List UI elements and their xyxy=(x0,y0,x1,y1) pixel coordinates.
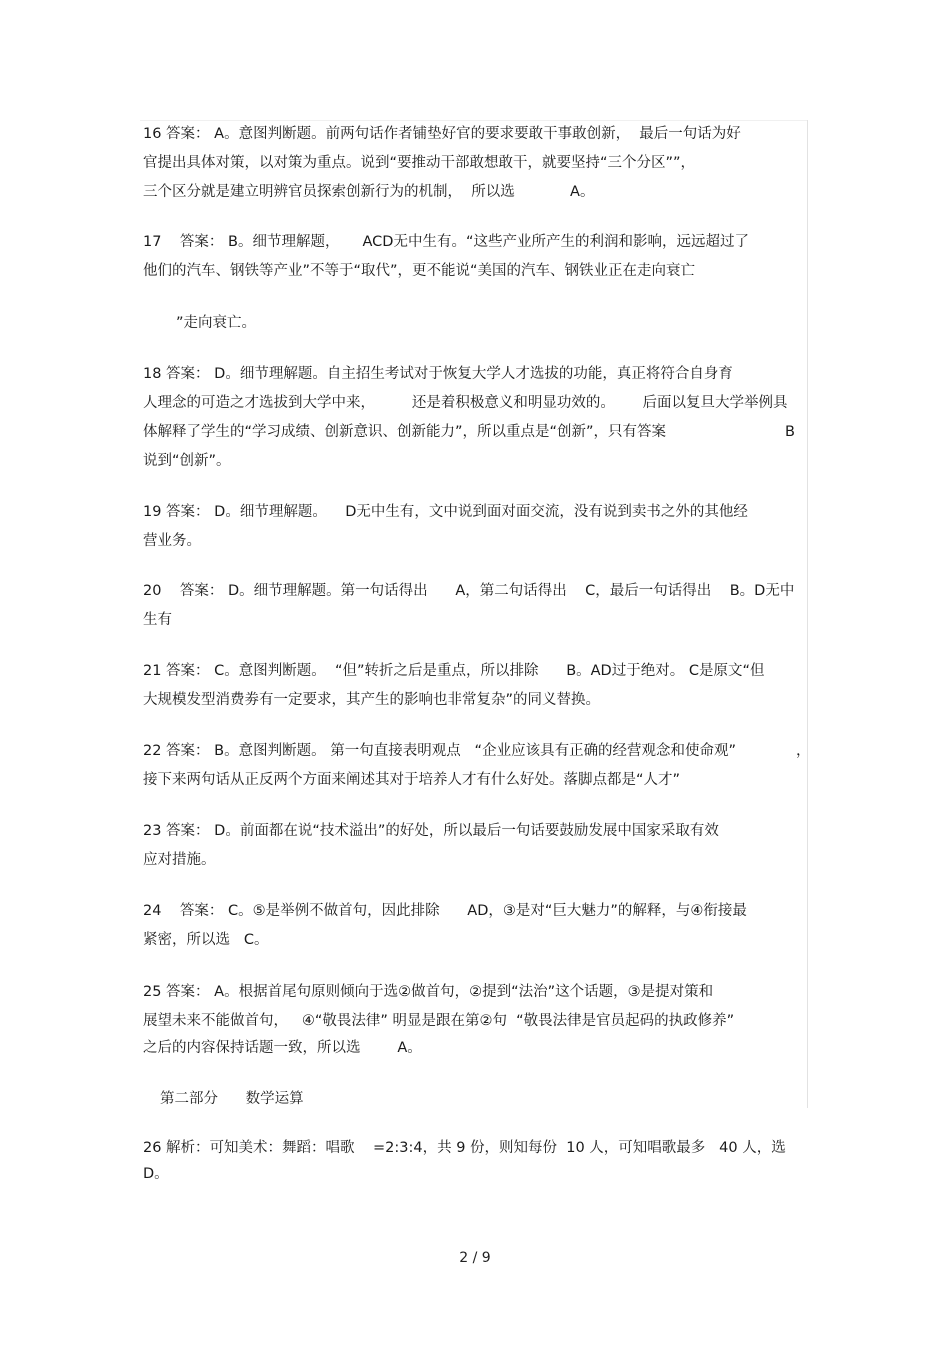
page-frame-right-border xyxy=(807,120,808,1108)
answer-21-line-2: 大规模发型消费劵有一定要求，其产生的影响也非常复杂”的同义替换。 xyxy=(143,692,601,708)
answer-23-line-1: 23 答案： D。前面都在说“技术溢出”的好处，所以最后一句话要鼓励发展中国家采取有效 xyxy=(143,823,719,839)
answer-21-line-1: 21 答案： C。意图判断题。 “但”转折之后是重点，所以排除 B。AD过于绝对。 C是原文“但 xyxy=(143,663,765,679)
section-heading: 第二部分 数学运算 xyxy=(160,1091,304,1107)
answer-18-line-4: 说到“创新”。 xyxy=(143,453,231,469)
answer-22-trailing-comma: ， xyxy=(796,743,811,759)
page-number: 2 / 9 xyxy=(459,1250,491,1266)
answer-17-line-2: 他们的汽车、钢铁等产业”不等于“取代”，更不能说“美国的汽车、钢铁业正在走向衰亡 xyxy=(143,263,696,279)
answer-26-line-1: 26 解析：可知美术：舞蹈：唱歌 =2:3:4，共 9 份，则知每份 10 人，可知唱歌最多 40 人，选 xyxy=(143,1140,786,1156)
answer-20-line-2: 生有 xyxy=(143,612,172,628)
answer-16-line-2: 官提出具体对策，以对策为重点。说到“要推动干部敢想敢干，就要坚持“三个分区””， xyxy=(143,155,696,171)
answer-23-line-2: 应对措施。 xyxy=(143,852,216,868)
answer-18-line-2: 人理念的可造之才选拔到大学中来， 还是着积极意义和明显功效的。 后面以复旦大学举例具 xyxy=(143,395,788,411)
answer-26-line-2: D。 xyxy=(143,1166,169,1182)
answer-16-line-1: 16 答案： A。意图判断题。前两句话作者铺垫好官的要求要敢干事敢创新， 最后一句话为好 xyxy=(143,126,741,142)
page-frame-top-border xyxy=(140,120,808,121)
answer-22-line-2: 接下来两句话从正反两个方面来阐述其对于培养人才有什么好处。落脚点都是“人才” xyxy=(143,772,681,788)
answer-18-line-1: 18 答案： D。细节理解题。自主招生考试对于恢复大学人才选拔的功能，真正将符合自身育 xyxy=(143,366,733,382)
answer-20-line-1: 20 答案： D。细节理解题。第一句话得出 A，第二句话得出 C，最后一句话得出 B。D无中 xyxy=(143,583,795,599)
answer-19-line-1: 19 答案： D。细节理解题。 D无中生有，文中说到面对面交流，没有说到卖书之外的其他经 xyxy=(143,504,748,520)
answer-25-line-1: 25 答案： A。根据首尾句原则倾向于选②做首句，②提到“法治”这个话题，③是提对策和 xyxy=(143,984,714,1000)
answer-18-line-3: 体解释了学生的“学习成绩、创新意识、创新能力”，所以重点是“创新”，只有答案 xyxy=(143,424,667,440)
answer-17-line-3: ”走向衰亡。 xyxy=(176,315,257,331)
answer-19-line-2: 营业务。 xyxy=(143,533,201,549)
answer-18-option-b: B xyxy=(785,424,795,440)
answer-24-line-2: 紧密，所以选 C。 xyxy=(143,932,269,948)
answer-25-line-3: 之后的内容保持话题一致，所以选 A。 xyxy=(143,1040,422,1056)
answer-17-line-1: 17 答案： B。细节理解题， ACD无中生有。“这些产业所产生的利润和影响，远远超过了 xyxy=(143,234,749,250)
answer-16-line-3: 三个区分就是建立明辨官员探索创新行为的机制， 所以选 A。 xyxy=(143,184,595,200)
answer-25-line-2: 展望未来不能做首句， ④“敬畏法律” 明显是跟在第②句 “敬畏法律是官员起码的执政修养” xyxy=(143,1013,735,1029)
answer-22-line-1: 22 答案： B。意图判断题。 第一句直接表明观点 “企业应该具有正确的经营观念和使命观” xyxy=(143,743,737,759)
answer-24-line-1: 24 答案： C。⑤是举例不做首句，因此排除 AD，③是对“巨大魅力”的解释，与④衔接最 xyxy=(143,903,747,919)
